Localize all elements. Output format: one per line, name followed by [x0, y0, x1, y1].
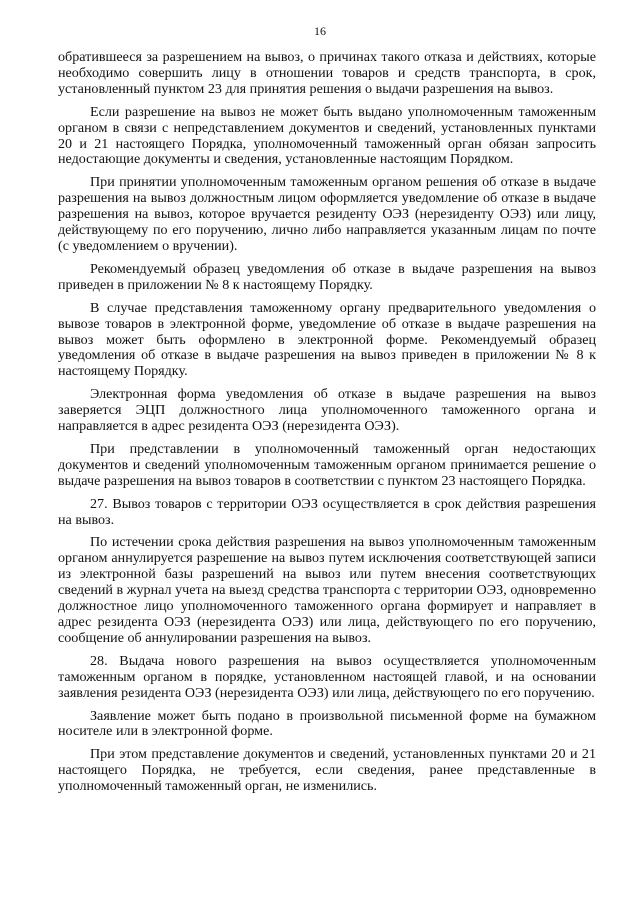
document-body [58, 50, 596, 795]
paragraph-permit-expiry: По истечении срока действия разрешения на вывоз уполномоченным таможенным органом аннулируется разрешение на вывоз путем исключения соответствующей записи из электронной базы разрешений на вывоз или путем внесения соответствующих сведений в журнал учета на выезд средства транспорта с территории ОЭЗ, одновременно должностное лицо уполномоченного таможенного органа формирует и направляет в адрес резидента ОЭЗ (нерезидента ОЭЗ) или лица, действующего по его поручению, сообщение об аннулировании разрешения на вывоз. [58, 534, 596, 646]
paragraph-clause-27: 27. Вывоз товаров с территории ОЭЗ осуществляется в срок действия разрешения на вывоз. [58, 495, 596, 528]
paragraph-additional-documents: При представлении в уполномоченный таможенный орган недостающих документов и сведений уполномоченным таможенным органом принимается решение о выдаче разрешения на вывоз товаров в соответствии с пунктом 23 настоящего Порядка. [58, 440, 596, 489]
paragraph-application-form: Заявление может быть подано в произвольной письменной форме на бумажном носителе или в электронной форме. [58, 707, 596, 740]
paragraph-sample-notice: Рекомендуемый образец уведомления об отказе в выдаче разрешения на вывоз приведен в приложении № 8 к настоящему Порядку. [58, 260, 596, 293]
paragraph-clause-28: 28. Выдача нового разрешения на вывоз осуществляется уполномоченным таможенным органом в порядке, установленном настоящей главой, и на основании заявления резидента ОЭЗ (нерезидента ОЭЗ) или лица, действующего по его поручению. [58, 652, 596, 701]
paragraph-refusal-notice: При принятии уполномоченным таможенным органом решения об отказе в выдаче разрешения на вывоз должностным лицом оформляется уведомление об отказе в выдаче разрешения на вывоз, которое вручается резиденту ОЭЗ (нерезиденту ОЭЗ) или лицу, действующему по его поручению, лично либо направляется указанным лицам по почте (с уведомлением о вручении). [58, 174, 596, 254]
paragraph-continuation: обратившееся за разрешением на вывоз, о причинах такого отказа и действиях, которые необходимо совершить лицу в отношении товаров и средств транспорта, в срок, установленный пунктом 23 для принятия решения о выдачи разрешения на вывоз. [58, 49, 596, 97]
paragraph-missing-documents: Если разрешение на вывоз не может быть выдано уполномоченным таможенным органом в связи с непредставлением документов и сведений, установленных пунктами 20 и 21 настоящего Порядка, уполномоченный таможенный орган обязан запросить недостающие документы и сведения, установленные настоящим Порядком. [58, 103, 596, 168]
paragraph-electronic-notice: В случае представления таможенному органу предварительного уведомления о вывозе товаров в электронной форме, уведомление об отказе в выдаче разрешения на вывоз может быть оформлено в электронной форме. Рекомендуемый образец уведомления об отказе в выдаче разрешения на вывоз приведен в приложении № 8 к настоящему Порядку. [58, 299, 596, 380]
paragraph-documents-not-required: При этом представление документов и сведений, установленных пунктами 20 и 21 настоящего Порядка, не требуется, если сведения, ранее представленные в уполномоченный таможенный орган, не изменились. [58, 746, 596, 795]
paragraph-electronic-signature: Электронная форма уведомления об отказе в выдаче разрешения на вывоз заверяется ЭЦП должностного лица уполномоченного таможенного органа и направляется в адрес резидента ОЭЗ (нерезидента ОЭЗ). [58, 386, 596, 435]
page-number: 16 [314, 24, 326, 38]
